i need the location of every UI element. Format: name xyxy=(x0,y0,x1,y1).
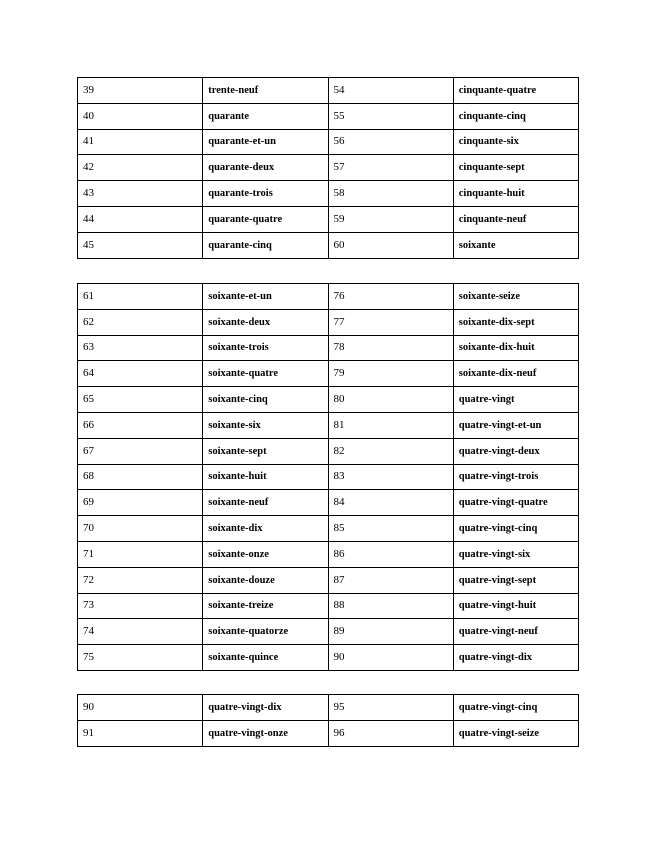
word-cell: quatre-vingt-dix xyxy=(453,645,578,671)
number-cell: 91 xyxy=(78,720,203,746)
number-cell: 79 xyxy=(328,361,453,387)
word-cell: soixante-quince xyxy=(203,645,328,671)
number-cell: 75 xyxy=(78,645,203,671)
number-cell: 70 xyxy=(78,516,203,542)
word-cell: quatre-vingt-quatre xyxy=(453,490,578,516)
table-row xyxy=(78,645,579,671)
table-row xyxy=(78,720,579,746)
number-cell: 60 xyxy=(328,232,453,258)
number-cell: 41 xyxy=(78,129,203,155)
table-row xyxy=(78,129,579,155)
word-cell: quatre-vingt-seize xyxy=(453,720,578,746)
number-cell: 88 xyxy=(328,593,453,619)
table-row xyxy=(78,412,579,438)
word-cell: soixante-douze xyxy=(203,567,328,593)
table-row xyxy=(78,695,579,721)
table-row xyxy=(78,387,579,413)
number-table-90-96 xyxy=(77,694,579,747)
word-cell: quatre-vingt-onze xyxy=(203,720,328,746)
word-cell: cinquante-neuf xyxy=(453,206,578,232)
number-cell: 73 xyxy=(78,593,203,619)
word-cell: soixante-dix-neuf xyxy=(453,361,578,387)
number-cell: 39 xyxy=(78,78,203,104)
number-cell: 69 xyxy=(78,490,203,516)
word-cell: quatre-vingt-huit xyxy=(453,593,578,619)
number-cell: 86 xyxy=(328,541,453,567)
number-cell: 78 xyxy=(328,335,453,361)
number-cell: 44 xyxy=(78,206,203,232)
number-cell: 72 xyxy=(78,567,203,593)
table-row xyxy=(78,155,579,181)
word-cell: soixante-deux xyxy=(203,309,328,335)
table-body xyxy=(78,695,579,747)
word-cell: quatre-vingt xyxy=(453,387,578,413)
word-cell: soixante-dix-sept xyxy=(453,309,578,335)
word-cell: trente-neuf xyxy=(203,78,328,104)
number-cell: 90 xyxy=(78,695,203,721)
number-cell: 90 xyxy=(328,645,453,671)
table-row xyxy=(78,103,579,129)
word-cell: soixante-seize xyxy=(453,284,578,310)
number-cell: 74 xyxy=(78,619,203,645)
number-cell: 71 xyxy=(78,541,203,567)
number-cell: 61 xyxy=(78,284,203,310)
table-body xyxy=(78,284,579,671)
table-row xyxy=(78,438,579,464)
table-row xyxy=(78,541,579,567)
number-cell: 55 xyxy=(328,103,453,129)
number-cell: 57 xyxy=(328,155,453,181)
word-cell: quatre-vingt-trois xyxy=(453,464,578,490)
number-cell: 66 xyxy=(78,412,203,438)
number-cell: 83 xyxy=(328,464,453,490)
word-cell: quatre-vingt-cinq xyxy=(453,695,578,721)
number-cell: 56 xyxy=(328,129,453,155)
number-cell: 62 xyxy=(78,309,203,335)
number-cell: 64 xyxy=(78,361,203,387)
word-cell: quarante-deux xyxy=(203,155,328,181)
word-cell: quarante-cinq xyxy=(203,232,328,258)
number-cell: 65 xyxy=(78,387,203,413)
word-cell: quatre-vingt-sept xyxy=(453,567,578,593)
word-cell: quatre-vingt-et-un xyxy=(453,412,578,438)
word-cell: soixante-quatorze xyxy=(203,619,328,645)
word-cell: cinquante-six xyxy=(453,129,578,155)
word-cell: quarante-trois xyxy=(203,181,328,207)
number-table-39-60 xyxy=(77,77,579,259)
word-cell: cinquante-sept xyxy=(453,155,578,181)
word-cell: soixante-neuf xyxy=(203,490,328,516)
word-cell: soixante-dix xyxy=(203,516,328,542)
table-row xyxy=(78,464,579,490)
number-cell: 95 xyxy=(328,695,453,721)
table-row xyxy=(78,593,579,619)
word-cell: cinquante-huit xyxy=(453,181,578,207)
word-cell: soixante-cinq xyxy=(203,387,328,413)
word-cell: quarante-quatre xyxy=(203,206,328,232)
word-cell: quatre-vingt-six xyxy=(453,541,578,567)
number-cell: 85 xyxy=(328,516,453,542)
number-cell: 59 xyxy=(328,206,453,232)
number-cell: 45 xyxy=(78,232,203,258)
word-cell: quatre-vingt-deux xyxy=(453,438,578,464)
word-cell: quatre-vingt-cinq xyxy=(453,516,578,542)
word-cell: soixante-quatre xyxy=(203,361,328,387)
table-row xyxy=(78,490,579,516)
word-cell: quatre-vingt-neuf xyxy=(453,619,578,645)
table-row xyxy=(78,309,579,335)
number-table-61-90 xyxy=(77,283,579,671)
table-row xyxy=(78,232,579,258)
table-row xyxy=(78,78,579,104)
table-row xyxy=(78,361,579,387)
table-row xyxy=(78,181,579,207)
number-cell: 42 xyxy=(78,155,203,181)
table-row xyxy=(78,567,579,593)
table-row xyxy=(78,284,579,310)
number-cell: 63 xyxy=(78,335,203,361)
number-cell: 68 xyxy=(78,464,203,490)
number-cell: 40 xyxy=(78,103,203,129)
table-row xyxy=(78,619,579,645)
number-cell: 77 xyxy=(328,309,453,335)
number-cell: 89 xyxy=(328,619,453,645)
table-row xyxy=(78,206,579,232)
number-cell: 67 xyxy=(78,438,203,464)
word-cell: soixante-six xyxy=(203,412,328,438)
word-cell: soixante-onze xyxy=(203,541,328,567)
word-cell: soixante-dix-huit xyxy=(453,335,578,361)
number-cell: 82 xyxy=(328,438,453,464)
word-cell: soixante-huit xyxy=(203,464,328,490)
word-cell: soixante-trois xyxy=(203,335,328,361)
word-cell: quarante xyxy=(203,103,328,129)
word-cell: cinquante-cinq xyxy=(453,103,578,129)
word-cell: soixante-treize xyxy=(203,593,328,619)
number-cell: 84 xyxy=(328,490,453,516)
word-cell: soixante-sept xyxy=(203,438,328,464)
number-cell: 43 xyxy=(78,181,203,207)
word-cell: soixante xyxy=(453,232,578,258)
number-cell: 81 xyxy=(328,412,453,438)
number-cell: 87 xyxy=(328,567,453,593)
table-row xyxy=(78,516,579,542)
number-cell: 54 xyxy=(328,78,453,104)
table-body xyxy=(78,78,579,259)
number-cell: 96 xyxy=(328,720,453,746)
table-row xyxy=(78,335,579,361)
word-cell: quarante-et-un xyxy=(203,129,328,155)
word-cell: cinquante-quatre xyxy=(453,78,578,104)
word-cell: soixante-et-un xyxy=(203,284,328,310)
number-cell: 80 xyxy=(328,387,453,413)
number-cell: 58 xyxy=(328,181,453,207)
word-cell: quatre-vingt-dix xyxy=(203,695,328,721)
number-cell: 76 xyxy=(328,284,453,310)
